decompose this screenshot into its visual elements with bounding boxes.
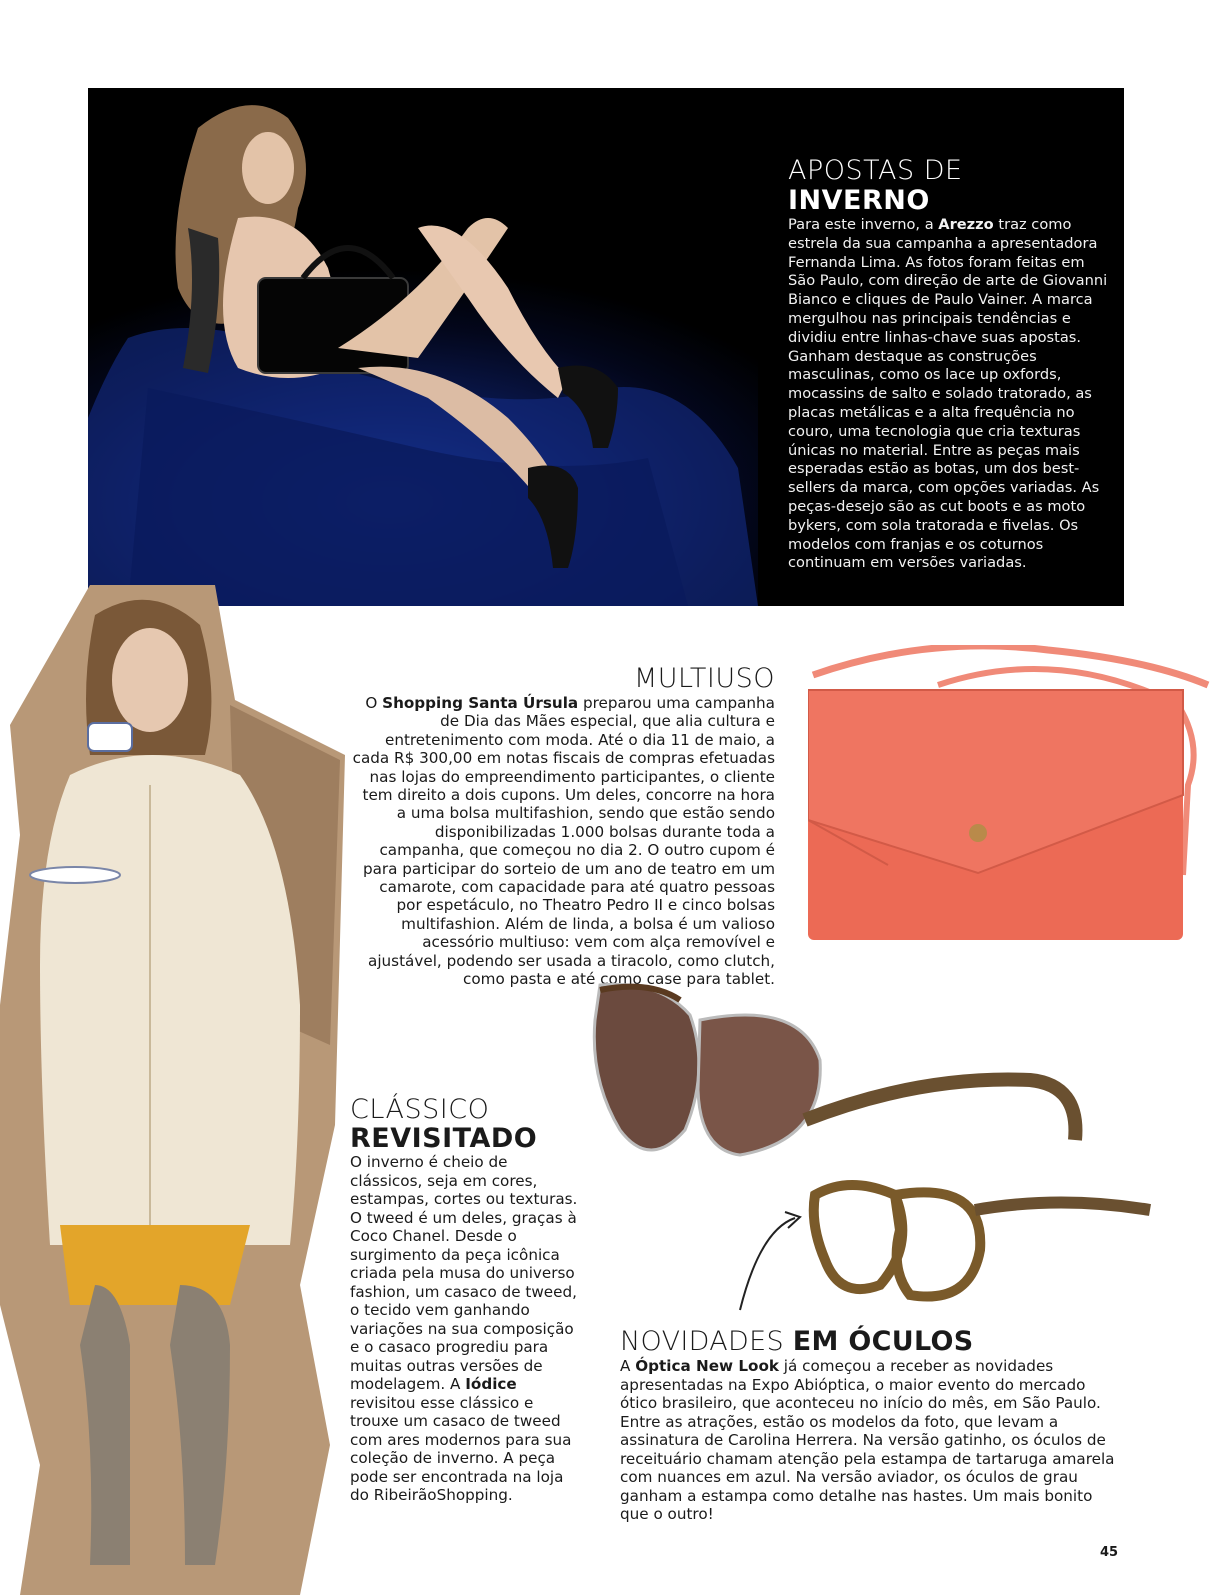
feature-title-bold: INVERNO [788,185,930,216]
feature-title-light: APOSTAS DE [788,155,963,186]
tweed-coat-photo [0,585,345,1595]
feature-body-intro: Para este inverno, a [788,216,939,233]
coat-model-illustration [0,585,345,1595]
model-figure-illustration [88,88,758,606]
novidades-title-bold: EM ÓCULOS [792,1326,974,1357]
brand-shopping-santa-ursula: Shopping Santa Úrsula [382,694,579,712]
feature-text [788,156,1108,573]
page-number: 45 [1100,1545,1119,1560]
multiuso-body-intro: O [365,694,383,712]
classico-body-intro: O inverno é cheio de clássicos, seja em cores, estampas, cortes ou texturas. O tweed é um deles, graças à Coco Chanel. Desde o surgimento da peça icônica criada pela musa do universo fashion, um casaco de tweed, o tecido vem ganhando variações na sua composição e o casaco progrediu para muitas outras versões de modelagem. A [350,1153,578,1393]
brand-iodice: Iódice [465,1375,517,1393]
feature-body [788,216,1108,573]
novidades-body-text: já começou a receber as novidades apresentadas na Expo Abióptica, o maior evento do mercado ótico brasileiro, que aconteceu no início do mês, em São Paulo. Entre as atrações, estão os modelos da foto, que levam a assinatura de Carolina Herrera. Na versão gatinho, os óculos de receituário chamam atenção pela estampa de tartaruga amarela com nuances em azul. Na versão aviador, os óculos de grau ganham a estampa como detalhe nas hastes. Um mais bonito que o outro! [620,1357,1115,1523]
multiuso-title: MULTIUSO [634,663,775,694]
classico-body-text: revisitou esse clássico e trouxe um casaco de tweed com ares modernos para sua coleção de inverno. A peça pode ser encontrada na loja do RibeirãoShopping. [350,1393,572,1504]
brand-optica-new-look: Óptica New Look [635,1357,779,1375]
novidades-title-light: NOVIDADES [620,1326,793,1357]
classico-title-light: CLÁSSICO [350,1094,490,1125]
multiuso-body-text: preparou uma campanha de Dia das Mães especial, que alia cultura e entretenimento com moda. Até o dia 11 de maio, a cada R$ 300,00 em notas fiscais de compras efetuadas nas lojas do empreendimento participantes, o cliente tem direito a dois cupons. Um deles, concorre na hora a uma bolsa multifashion, sendo que estão sendo disponibilizadas 1.000 bolsas durante toda a campanha, que começou no dia 2. O outro cupom é para participar do sorteio de um ano de teatro em um camarote, com capacidade para até quatro pessoas por espetáculo, no Theatro Pedro II e cinco bolsas multifashion. Além de linda, a bolsa é um valioso acessório multiuso: vem com alça removível e ajustável, podendo ser usada a tiracolo, como clutch, como pasta e até como case para tablet. [352,694,775,989]
section-novidades-em-oculos [620,1327,1125,1524]
eyewear-photo [590,980,1190,1340]
section-classico-revisitado [350,1095,580,1505]
feature-apostas-de-inverno [88,88,1124,606]
multiuso-body [352,694,775,989]
feature-body-text: traz como estrela da sua campanha a apresentadora Fernanda Lima. As fotos foram feitas em São Paulo, com direção de arte de Giovanni Bianco e cliques de Paulo Vainer. A marca mergulhou nas principais tendências e dividiu entre linhas-chave suas apostas. Ganham destaque as construções masculinas, como os lace up oxfords, mocassins de salto e solado tratorado, as placas metálicas e a alta frequência no couro, uma tecnologia que cria texturas únicas no material. Entre as peças mais esperadas estão as botas, um dos best-sellers da marca, com opções variadas. As peças-desejo são as cut boots e as moto bykers, com sola tratorada e fivelas. Os modelos com franjas e os coturnos continuam em versões variadas. [788,216,1108,572]
feature-title [788,156,1108,216]
classico-title-bold: REVISITADO [350,1123,538,1154]
novidades-body-intro: A [620,1357,636,1375]
brand-arezzo: Arezzo [938,216,994,233]
classico-body [350,1153,580,1505]
coral-envelope-bag-illustration [808,645,1211,970]
multifashion-bag-photo [808,645,1211,970]
campaign-photo [88,88,758,606]
section-multiuso [352,664,775,989]
novidades-title [620,1327,1125,1357]
novidades-body [620,1357,1125,1524]
sunglasses-and-cat-eye-frames-illustration [590,980,1190,1340]
